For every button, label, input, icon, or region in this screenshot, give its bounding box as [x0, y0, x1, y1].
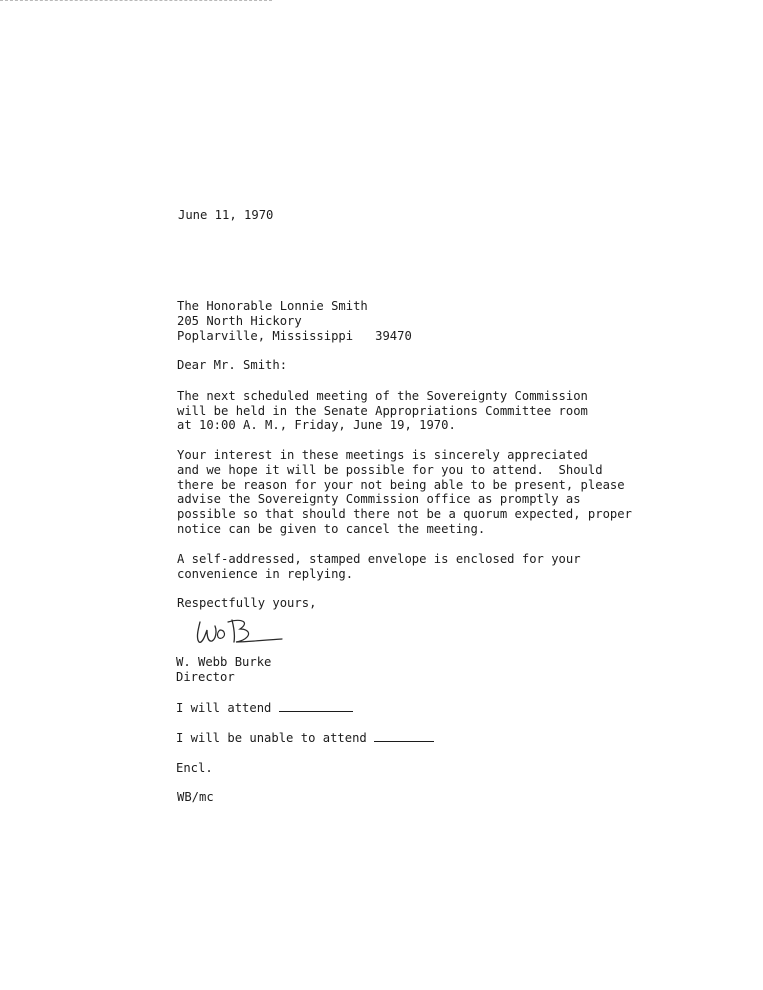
handwritten-signature [190, 614, 290, 650]
recipient-line: Poplarville, Mississippi 39470 [177, 329, 412, 343]
paragraph-line: convenience in replying. [177, 567, 354, 581]
paragraph-line: at 10:00 A. M., Friday, June 19, 1970. [177, 418, 456, 432]
paragraph-line: notice can be given to cancel the meeting. [177, 522, 486, 536]
reference-initials: WB/mc [177, 790, 214, 804]
enclosure-note: Encl. [176, 761, 213, 775]
page-top-edge [0, 0, 272, 1]
unable-line [176, 730, 434, 746]
paragraph-line: Your interest in these meetings is sincerely appreciated [177, 448, 588, 462]
unable-blank [374, 730, 434, 742]
letter-date: June 11, 1970 [178, 208, 274, 222]
paragraph-line: there be reason for your not being able to be present, please [177, 478, 625, 492]
paragraph-line: A self-addressed, stamped envelope is enclosed for your [177, 552, 581, 566]
paragraph-line: and we hope it will be possible for you to attend. Should [177, 463, 603, 477]
recipient-line: 205 North Hickory [177, 314, 302, 328]
paragraph-line: The next scheduled meeting of the Sovereignty Commission [177, 389, 588, 403]
paragraph-line: will be held in the Senate Appropriations Committee room [177, 404, 588, 418]
recipient-line: The Honorable Lonnie Smith [177, 299, 368, 313]
signer-title: Director [176, 670, 235, 684]
paragraph-line: advise the Sovereignty Commission office as promptly as [177, 492, 581, 506]
unable-label: I will be unable to attend [176, 731, 367, 745]
attend-line [176, 700, 353, 716]
paragraph-line: possible so that should there not be a quorum expected, proper [177, 507, 632, 521]
salutation: Dear Mr. Smith: [177, 358, 288, 372]
closing: Respectfully yours, [177, 596, 317, 610]
signer-name: W. Webb Burke [176, 655, 272, 669]
attend-blank [279, 700, 353, 712]
attend-label: I will attend [176, 701, 272, 715]
